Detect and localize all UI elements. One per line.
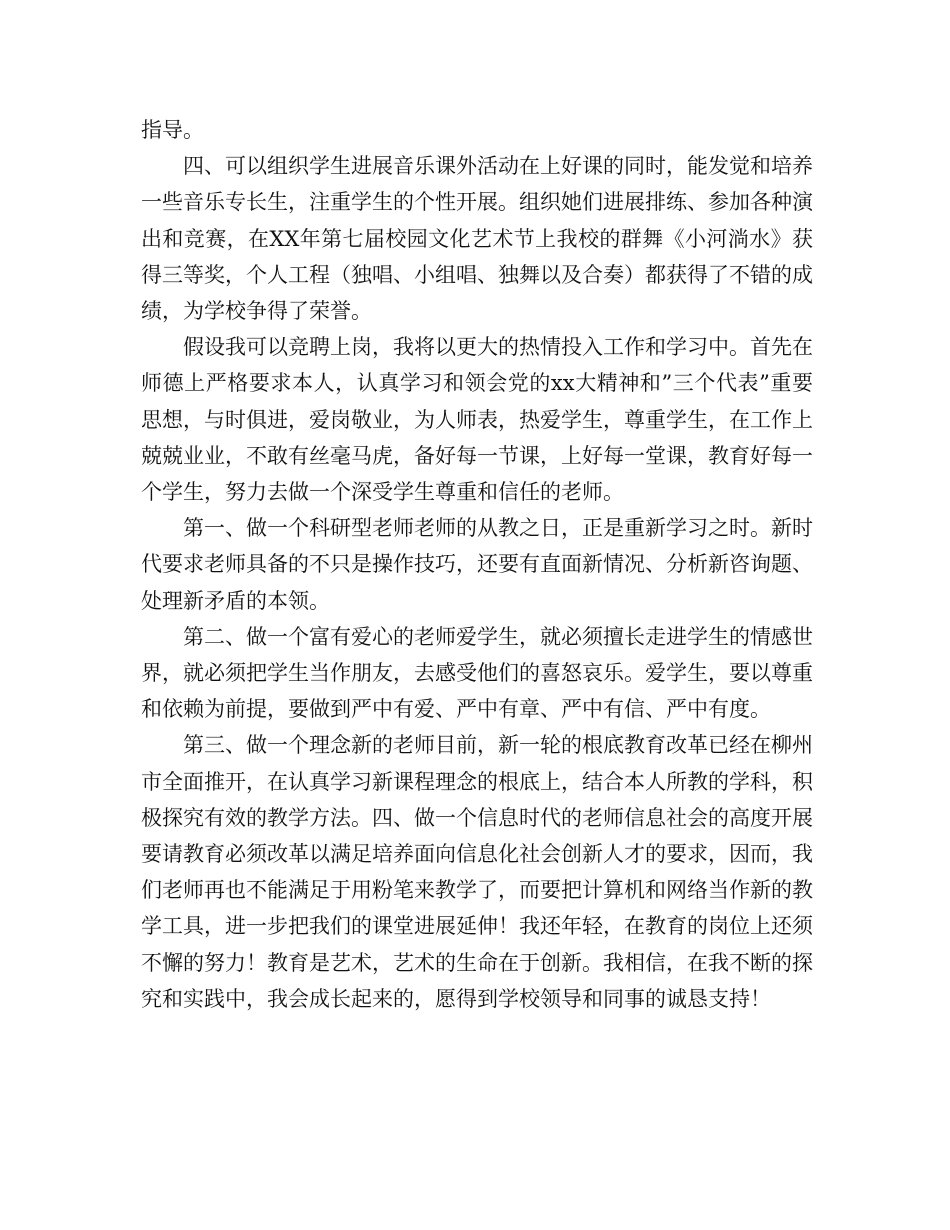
paragraph-research-teacher: 第一、做一个科研型老师老师的从教之日，正是重新学习之时。新时代要求老师具备的不只是操作技巧，还要有直面新情况、分析新咨询题、处理新矛盾的本领。 [141,516,813,613]
document-body [141,112,813,1017]
paragraph-if-hired: 假设我可以竞聘上岗，我将以更大的热情投入工作和学习中。首先在师德上严格要求本人，认真学习和领会党的xx大精神和”三个代表”重要思想，与时俱进，爱岗敬业，为人师表，热爱学生，尊重学生，在工作上兢兢业业，不敢有丝毫马虎，备好每一节课，上好每一堂课，教育好每一个学生，努力去做一个深受学生尊重和信任的老师。 [141,335,813,505]
paragraph-caring-teacher: 第二、做一个富有爱心的老师爱学生，就必须擅长走进学生的情感世界，就必须把学生当作朋友，去感受他们的喜怒哀乐。爱学生，要以尊重和依赖为前提，要做到严中有爱、严中有章、严中有信、严中有度。 [141,624,813,722]
paragraph-continuation: 指导。 [141,118,204,142]
paragraph-new-concept-teacher: 第三、做一个理念新的老师目前，新一轮的根底教育改革已经在柳州市全面推开，在认真学习新课程理念的根底上，结合本人所教的学科，积极探究有效的教学方法。四、做一个信息时代的老师信息社会的高度开展要请教育必须改革以满足培养面向信息化社会创新人才的要求，因而，我们老师再也不能满足于用粉笔来教学了，而要把计算机和网络当作新的教学工具，进一步把我们的课堂进展延伸！我还年轻，在教育的岗位上还须不懈的努力！教育是艺术，艺术的生命在于创新。我相信，在我不断的探究和实践中，我会成长起来的，愿得到学校领导和同事的诚恳支持！ [141,733,813,1011]
paragraph-music-activities: 四、可以组织学生进展音乐课外活动在上好课的同时，能发觉和培养一些音乐专长生，注重学生的个性开展。组织她们进展排练、参加各种演出和竞赛，在XX年第七届校园文化艺术节上我校的群舞《小河淌水》获得三等奖，个人工程（独唱、小组唱、独舞以及合奏）都获得了不错的成绩，为学校争得了荣誉。 [141,154,813,324]
